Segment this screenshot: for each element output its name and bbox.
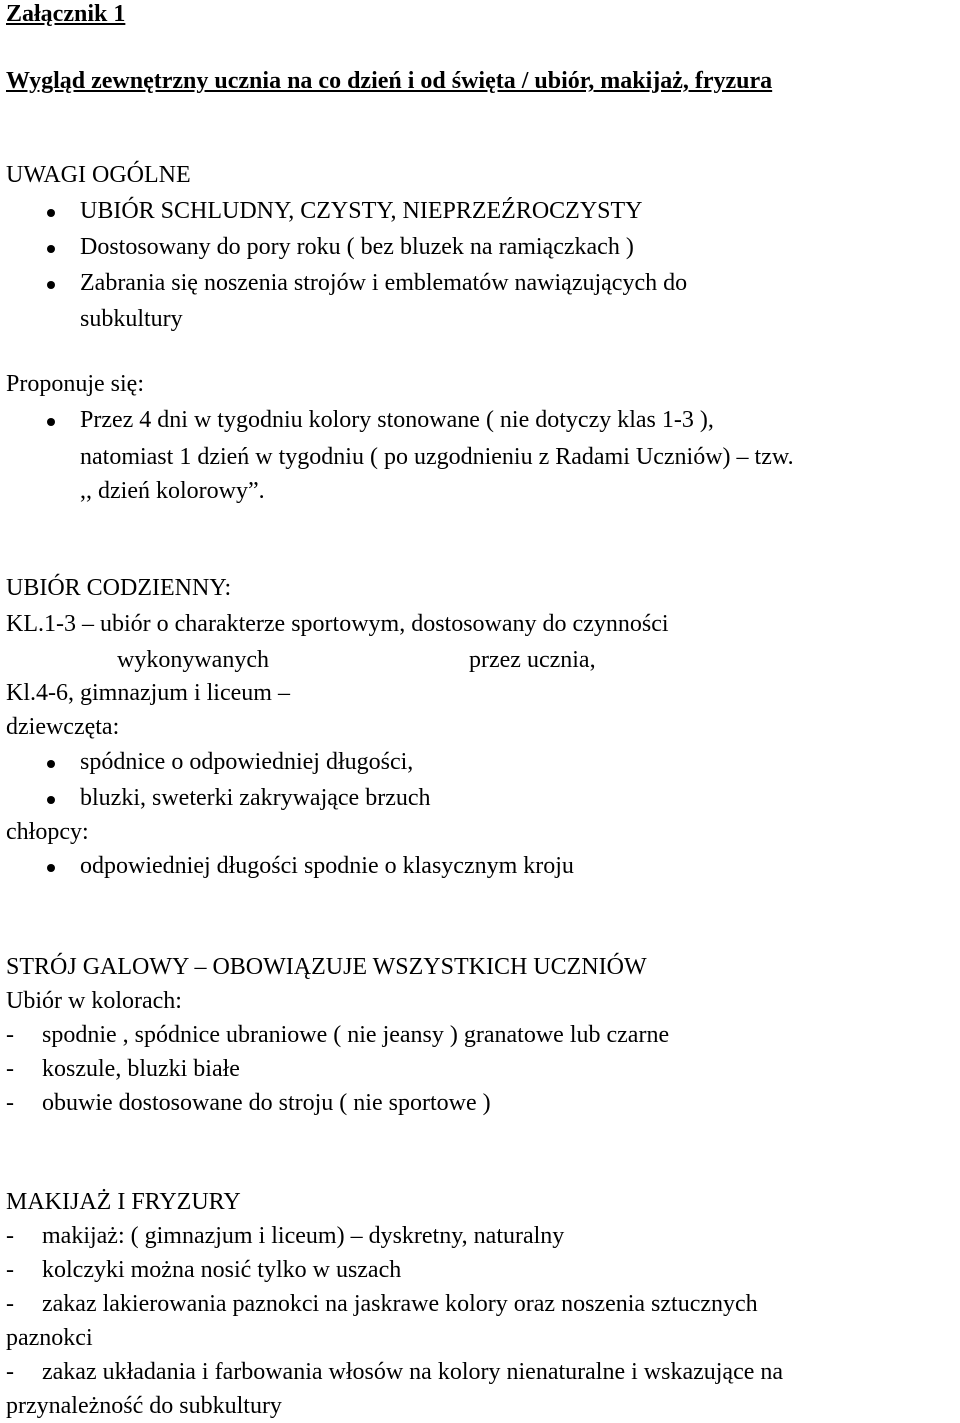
grades-1-3-continuation-a: wykonywanych	[117, 647, 269, 673]
makeup-item-text: zakaz lakierowania paznokci na jaskrawe kolory oraz noszenia sztucznych	[42, 1291, 758, 1317]
dash-marker: -	[6, 1090, 14, 1116]
attachment-heading: Załącznik 1	[6, 1, 126, 27]
bullet-icon	[47, 418, 55, 426]
bullet-icon	[47, 245, 55, 253]
proposal-line: ,, dzień kolorowy”.	[80, 478, 265, 504]
general-item: UBIÓR SCHLUDNY, CZYSTY, NIEPRZEŹROCZYSTY	[80, 198, 643, 224]
girls-item: bluzki, sweterki zakrywające brzuch	[80, 785, 431, 811]
general-item: Dostosowany do pory roku ( bez bluzek na ramiączkach )	[80, 234, 634, 260]
daily-clothing-header: UBIÓR CODZIENNY:	[6, 575, 232, 601]
bullet-icon	[47, 796, 55, 804]
gala-item-text: obuwie dostosowane do stroju ( nie sportowe )	[42, 1090, 491, 1116]
makeup-item-text: makijaż: ( gimnazjum i liceum) – dyskretny, naturalny	[42, 1223, 565, 1249]
bullet-icon	[47, 760, 55, 768]
dash-marker: -	[6, 1223, 14, 1249]
makeup-item-continuation: przynależność do subkultury	[6, 1393, 282, 1419]
proposal-header: Proponuje się:	[6, 371, 144, 397]
grades-1-3-continuation-b: przez ucznia,	[469, 647, 596, 673]
makeup-item-continuation: paznokci	[6, 1325, 93, 1351]
dash-marker: -	[6, 1359, 14, 1385]
proposal-line: natomiast 1 dzień w tygodniu ( po uzgodnieniu z Radami Uczniów) – tzw.	[80, 444, 794, 470]
dash-marker: -	[6, 1257, 14, 1283]
makeup-item-text: kolczyki można nosić tylko w uszach	[42, 1257, 402, 1283]
gala-subheader: Ubiór w kolorach:	[6, 988, 182, 1014]
gala-item-text: spodnie , spódnice ubraniowe ( nie jeansy ) granatowe lub czarne	[42, 1022, 670, 1048]
girls-header: dziewczęta:	[6, 714, 120, 740]
general-item: Zabrania się noszenia strojów i emblematów nawiązujących do	[80, 270, 688, 296]
bullet-icon	[47, 864, 55, 872]
proposal-line: Przez 4 dni w tygodniu kolory stonowane ( nie dotyczy klas 1-3 ),	[80, 407, 714, 433]
dash-marker: -	[6, 1291, 14, 1317]
boys-header: chłopcy:	[6, 819, 89, 845]
general-item-continuation: subkultury	[80, 306, 183, 332]
makeup-header: MAKIJAŻ I FRYZURY	[6, 1189, 241, 1215]
grades-4-6-text: Kl.4-6, gimnazjum i liceum –	[6, 680, 290, 706]
gala-header: STRÓJ GALOWY – OBOWIĄZUJE WSZYSTKICH UCZNIÓW	[6, 954, 647, 980]
gala-item-text: koszule, bluzki białe	[42, 1056, 240, 1082]
document-title: Wygląd zewnętrzny ucznia na co dzień i od święta / ubiór, makijaż, fryzura	[6, 68, 773, 94]
dash-marker: -	[6, 1056, 14, 1082]
dash-marker: -	[6, 1022, 14, 1048]
girls-item: spódnice o odpowiedniej długości,	[80, 749, 414, 775]
bullet-icon	[47, 209, 55, 217]
makeup-item-text: zakaz układania i farbowania włosów na kolory nienaturalne i wskazujące na	[42, 1359, 784, 1385]
boys-item: odpowiedniej długości spodnie o klasycznym kroju	[80, 853, 574, 879]
general-remarks-header: UWAGI OGÓLNE	[6, 162, 191, 188]
bullet-icon	[47, 281, 55, 289]
grades-1-3-text: KL.1-3 – ubiór o charakterze sportowym, dostosowany do czynności	[6, 611, 669, 637]
